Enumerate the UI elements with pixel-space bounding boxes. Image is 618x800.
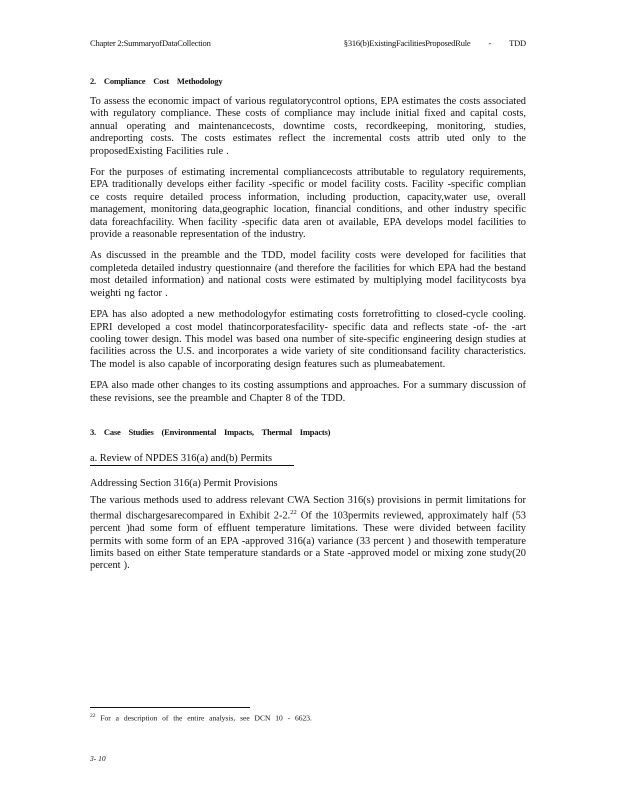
page-number: 3- 10 [90, 754, 106, 763]
section-heading-compliance: 2. Compliance Cost Methodology [90, 76, 223, 86]
header-right [344, 38, 526, 48]
header-rule-title: §316(b)ExistingFacilitiesProposedRule [343, 38, 471, 48]
paragraph: As discussed in the preamble and the TDD, model facility costs were developed for facilities that completeda detailed industry questionnaire (and therefore the facilities for which EPA had the bestand most detailed information) and national costs were estimated by multiplying model facilitycosts bya weighti ng factor . [90, 250, 526, 299]
paragraph [90, 495, 526, 573]
header-tdd: TDD [509, 38, 526, 48]
paragraph: EPA also made other changes to its costing assumptions and approaches. For a summary discussion of these revisions, see the preamble and Chapter 8 of the TDD. [90, 380, 526, 404]
section-heading-case-studies: 3. Case Studies (Environmental Impacts, Thermal Impacts) [90, 426, 331, 437]
header-dash: - [488, 38, 492, 48]
footnote [90, 713, 312, 723]
subsection-heading: a. Review of NPDES 316(a) and(b) Permits [90, 453, 294, 466]
paragraph: For the purposes of estimating incremental compliancecosts attributable to regulatory requirements, EPA traditionally develops either facility -specific or model facility costs. Facility -specific complian ce costs require detailed process information, including production, capacity,water use, overall management, monitoring data,geographic location, financial conditions, and other industry specific data foreachfacility. When facility -specific data aren ot available, EPA develops model facilities to provide a reasonable representation of the industry. [90, 167, 526, 241]
footnote-text: For a description of the entire analysis, see DCN 10 - 6623. [95, 713, 312, 723]
page-body [90, 60, 526, 582]
running-header [90, 38, 526, 48]
paragraph: To assess the economic impact of various regulatorycontrol options, EPA estimates the costs associated with regulatory compliance. These costs of compliance may include initial fixed and capital costs, annual operating and maintenancecosts, downtime costs, recordkeeping, monitoring, studies, andreporting costs. The costs estimates reflect the incremental costs attrib uted only to the proposedExisting Facilities rule . [90, 96, 526, 157]
subsubsection-heading: Addressing Section 316(a) Permit Provisions [90, 477, 278, 489]
paragraph: EPA has also adopted a new methodologyfor estimating costs forretrofitting to closed-cycle cooling. EPRI developed a cost model thatincorporatesfacility- specific data and reflects state -of- the -art cooling tower design. This model was based ona number of site-specific engineering design studies at facilities across the U.S. and incorporates a wide variety of site conditionsand facility characteristics. The model is also capable of incorporating design features such as plumeabatement. [90, 309, 526, 370]
paragraph-text: Of the 103permits reviewed, approximately half (53 percent )had some form of effluent temperature limitations. These were divided between facility permits with some form of an EPA -approved 316(a) variance (33 percent ) and thosewith temperature limits based on either State temperature standards or a State -approved model or mixing zone study(20 percent ). [90, 510, 526, 572]
footnote-number: 22 [90, 713, 96, 719]
paragraph-text: The various methods used to address relevant CWA Section 316(s) provisions in permit limitations for thermal dischargesarecompared in Exhibit 2-2. [90, 494, 526, 522]
header-chapter: Chapter 2:SummaryofDataCollection [90, 38, 211, 48]
footnote-reference[interactable]: 22 [290, 509, 297, 517]
footnote-divider [90, 707, 250, 708]
